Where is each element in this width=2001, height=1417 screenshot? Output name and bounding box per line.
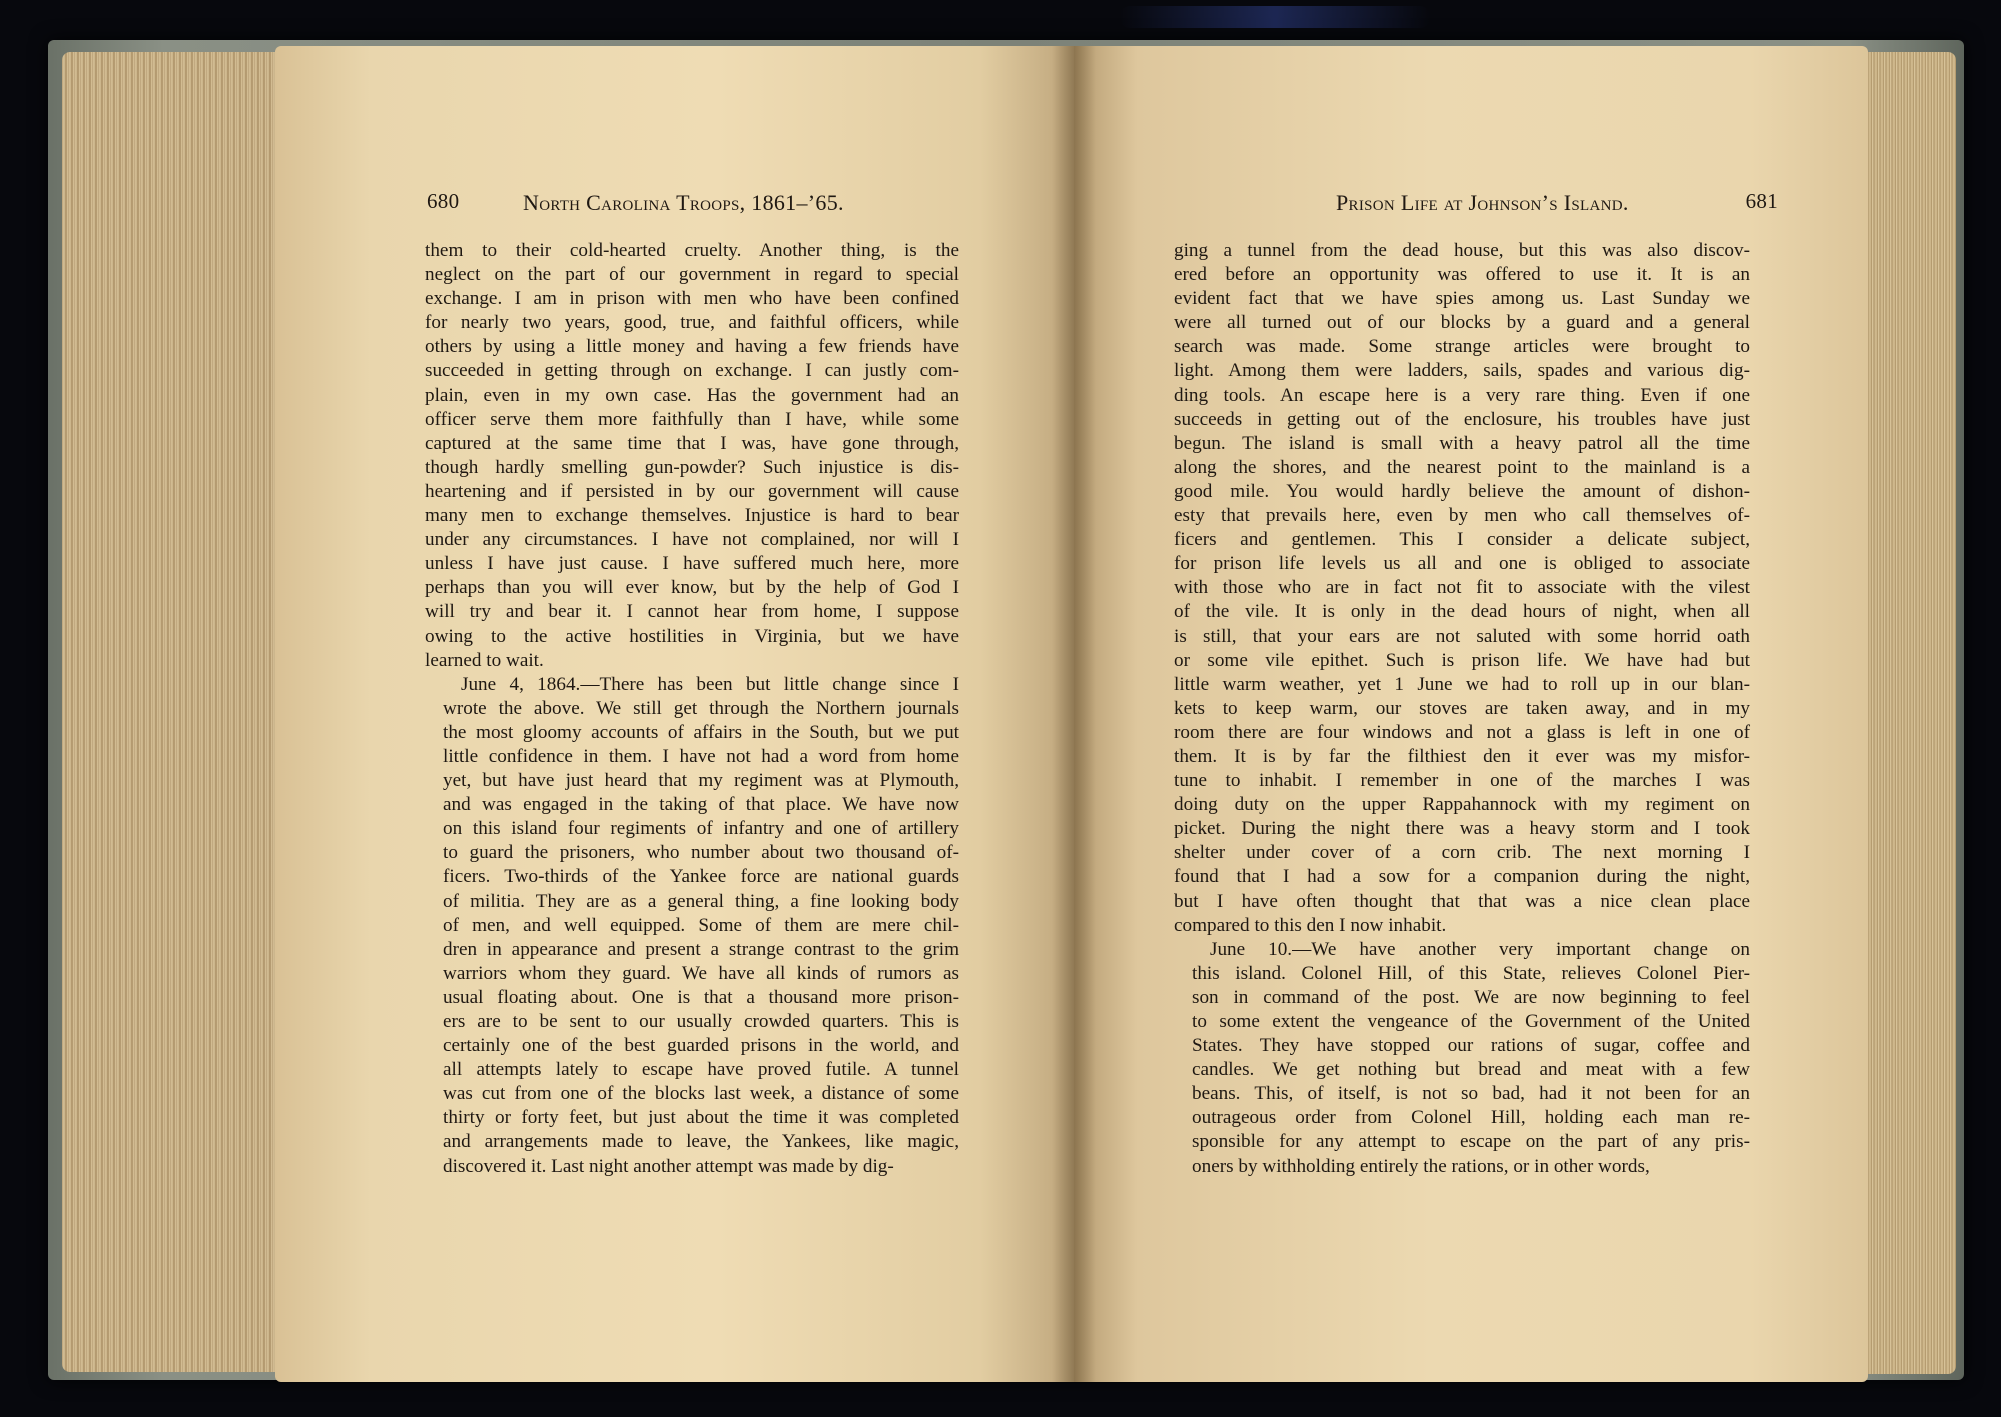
- text-line: will try and bear it. I cannot hear from home, I suppose: [425, 601, 959, 623]
- text-line: June 10.—We have another very important change on: [1210, 938, 1750, 960]
- text-line: ding tools. An escape here is a very rare thing. Even if one: [1174, 384, 1750, 406]
- text-line: for nearly two years, good, true, and faithful officers, while: [425, 312, 959, 334]
- text-line: along the shores, and the nearest point to the mainland is a: [1174, 456, 1750, 478]
- paragraph: [1174, 938, 1750, 1179]
- right-running-head: Prison Life at Johnson’s Island.: [1336, 190, 1629, 215]
- paragraph: [425, 239, 959, 673]
- text-line: found that I had a sow for a companion during the night,: [1174, 866, 1750, 888]
- text-line: kets to keep warm, our stoves are taken away, and in my: [1174, 697, 1750, 719]
- text-line: many men to exchange themselves. Injustice is hard to bear: [425, 505, 959, 527]
- book-gutter: [1052, 46, 1096, 1382]
- text-line: wrote the above. We still get through the Northern journals: [443, 697, 959, 719]
- text-line: outrageous order from Colonel Hill, holding each man re-: [1192, 1107, 1750, 1129]
- text-line: or some vile epithet. Such is prison life. We have had but: [1174, 649, 1750, 671]
- text-line: were all turned out of our blocks by a guard and a general: [1174, 312, 1750, 334]
- text-line: ers are to be sent to our usually crowded quarters. This is: [443, 1011, 959, 1032]
- text-line: succeeds in getting out of the enclosure, his troubles have just: [1174, 408, 1750, 430]
- right-page-body: [1174, 239, 1750, 1179]
- text-line: them. It is by far the filthiest den it ever was my misfor-: [1174, 745, 1750, 767]
- text-line: room there are four windows and not a glass is left in one of: [1174, 721, 1750, 743]
- text-line: though hardly smelling gun-powder? Such injustice is dis-: [425, 456, 959, 478]
- text-line: and arrangements made to leave, the Yankees, like magic,: [443, 1131, 959, 1153]
- text-line: States. They have stopped our rations of sugar, coffee and: [1192, 1035, 1750, 1057]
- left-page: [275, 46, 1075, 1382]
- text-line: light. Among them were ladders, sails, spades and various dig-: [1174, 360, 1750, 382]
- text-line: picket. During the night there was a heavy storm and I took: [1174, 818, 1750, 840]
- text-line: dren in appearance and present a strange contrast to the grim: [443, 938, 959, 960]
- text-line: of the vile. It is only in the dead hours of night, when all: [1174, 601, 1750, 623]
- page-edges-right: [1860, 52, 1956, 1374]
- text-line: tune to inhabit. I remember in one of the marches I was: [1174, 770, 1750, 792]
- text-line: captured at the same time that I was, have gone through,: [425, 432, 959, 454]
- text-line: certainly one of the best guarded prisons in the world, and: [443, 1035, 959, 1057]
- right-page-number: 681: [1745, 189, 1778, 213]
- text-line: sponsible for any attempt to escape on the part of any pris-: [1192, 1131, 1750, 1153]
- left-page-number: 680: [427, 189, 460, 213]
- text-line: succeeded in getting through on exchange. I can justly com-: [425, 360, 959, 382]
- text-line: perhaps than you will ever know, but by the help of God I: [425, 577, 959, 599]
- text-line: this island. Colonel Hill, of this State, relieves Colonel Pier-: [1192, 962, 1750, 984]
- right-page: [1074, 46, 1868, 1382]
- text-line: was cut from one of the blocks last week, a distance of some: [443, 1083, 959, 1105]
- text-line: candles. We get nothing but bread and meat with a few: [1192, 1059, 1750, 1081]
- text-line: for prison life levels us all and one is obliged to associate: [1174, 553, 1750, 575]
- text-line: shelter under cover of a corn crib. The next morning I: [1174, 842, 1750, 864]
- text-line: son in command of the post. We are now beginning to feel: [1192, 986, 1750, 1008]
- text-line: beans. This, of itself, is not so bad, had it not been for an: [1192, 1083, 1750, 1105]
- text-line: usual floating about. One is that a thousand more prison-: [443, 986, 959, 1008]
- text-line: ging a tunnel from the dead house, but this was also discov-: [1174, 240, 1750, 261]
- text-line: of militia. They are as a general thing, a fine looking body: [443, 890, 959, 912]
- text-line: neglect on the part of our government in regard to special: [425, 264, 959, 286]
- text-line: evident fact that we have spies among us. Last Sunday we: [1174, 288, 1750, 310]
- text-line: begun. The island is small with a heavy patrol all the time: [1174, 432, 1750, 454]
- text-line: but I have often thought that that was a nice clean place: [1174, 890, 1750, 912]
- text-line: them to their cold-hearted cruelty. Another thing, is the: [425, 240, 959, 261]
- left-running-head: North Carolina Troops, 1861–’65.: [523, 190, 844, 215]
- text-line: plain, even in my own case. Has the government had an: [425, 384, 959, 406]
- text-line: doing duty on the upper Rappahannock with my regiment on: [1174, 794, 1750, 816]
- text-line: heartening and if persisted in by our government will cause: [425, 480, 959, 502]
- text-line: others by using a little money and having a few friends have: [425, 336, 959, 358]
- text-line: warriors whom they guard. We have all kinds of rumors as: [443, 962, 959, 984]
- text-line: ered before an opportunity was offered to use it. It is an: [1174, 264, 1750, 286]
- text-line: with those who are in fact not fit to associate with the vilest: [1174, 577, 1750, 599]
- paragraph: [1174, 239, 1750, 938]
- text-line: to some extent the vengeance of the Government of the United: [1192, 1011, 1750, 1032]
- text-line: little warm weather, yet 1 June we had to roll up in our blan-: [1174, 673, 1750, 695]
- text-line: unless I have just cause. I have suffered much here, more: [425, 553, 959, 575]
- blue-mark: [1120, 6, 1430, 28]
- text-line: officer serve them more faithfully than I have, while some: [425, 408, 959, 430]
- text-line: compared to this den I now inhabit.: [1174, 914, 1447, 936]
- text-line: little confidence in them. I have not had a word from home: [443, 745, 959, 767]
- text-line: owing to the active hostilities in Virginia, but we have: [425, 625, 959, 647]
- page-edges-left: [62, 52, 282, 1372]
- paragraph: [425, 673, 959, 1179]
- text-line: the most gloomy accounts of affairs in the South, but we put: [443, 721, 959, 743]
- text-line: ficers and gentlemen. This I consider a delicate subject,: [1174, 529, 1750, 551]
- text-line: is still, that your ears are not saluted with some horrid oath: [1174, 625, 1750, 647]
- text-line: to guard the prisoners, who number about two thousand of-: [443, 842, 959, 864]
- text-line: oners by withholding entirely the rations, or in other words,: [1192, 1155, 1650, 1177]
- text-line: under any circumstances. I have not complained, nor will I: [425, 529, 959, 551]
- text-line: exchange. I am in prison with men who have been confined: [425, 288, 959, 310]
- text-line: yet, but have just heard that my regiment was at Plymouth,: [443, 770, 959, 792]
- text-line: and was engaged in the taking of that place. We have now: [443, 794, 959, 816]
- text-line: on this island four regiments of infantry and one of artillery: [443, 818, 959, 840]
- text-line: all attempts lately to escape have proved futile. A tunnel: [443, 1059, 959, 1081]
- left-page-body: [425, 239, 959, 1179]
- text-line: good mile. You would hardly believe the amount of dishon-: [1174, 480, 1750, 502]
- text-line: thirty or forty feet, but just about the time it was completed: [443, 1107, 959, 1129]
- text-line: of men, and well equipped. Some of them are mere chil-: [443, 914, 959, 936]
- text-line: discovered it. Last night another attempt was made by dig-: [443, 1155, 894, 1177]
- text-line: learned to wait.: [425, 649, 544, 671]
- text-line: June 4, 1864.—There has been but little change since I: [461, 673, 959, 695]
- text-line: search was made. Some strange articles were brought to: [1174, 336, 1750, 358]
- text-line: esty that prevails here, even by men who call themselves of-: [1174, 505, 1750, 527]
- text-line: ficers. Two-thirds of the Yankee force are national guards: [443, 866, 959, 888]
